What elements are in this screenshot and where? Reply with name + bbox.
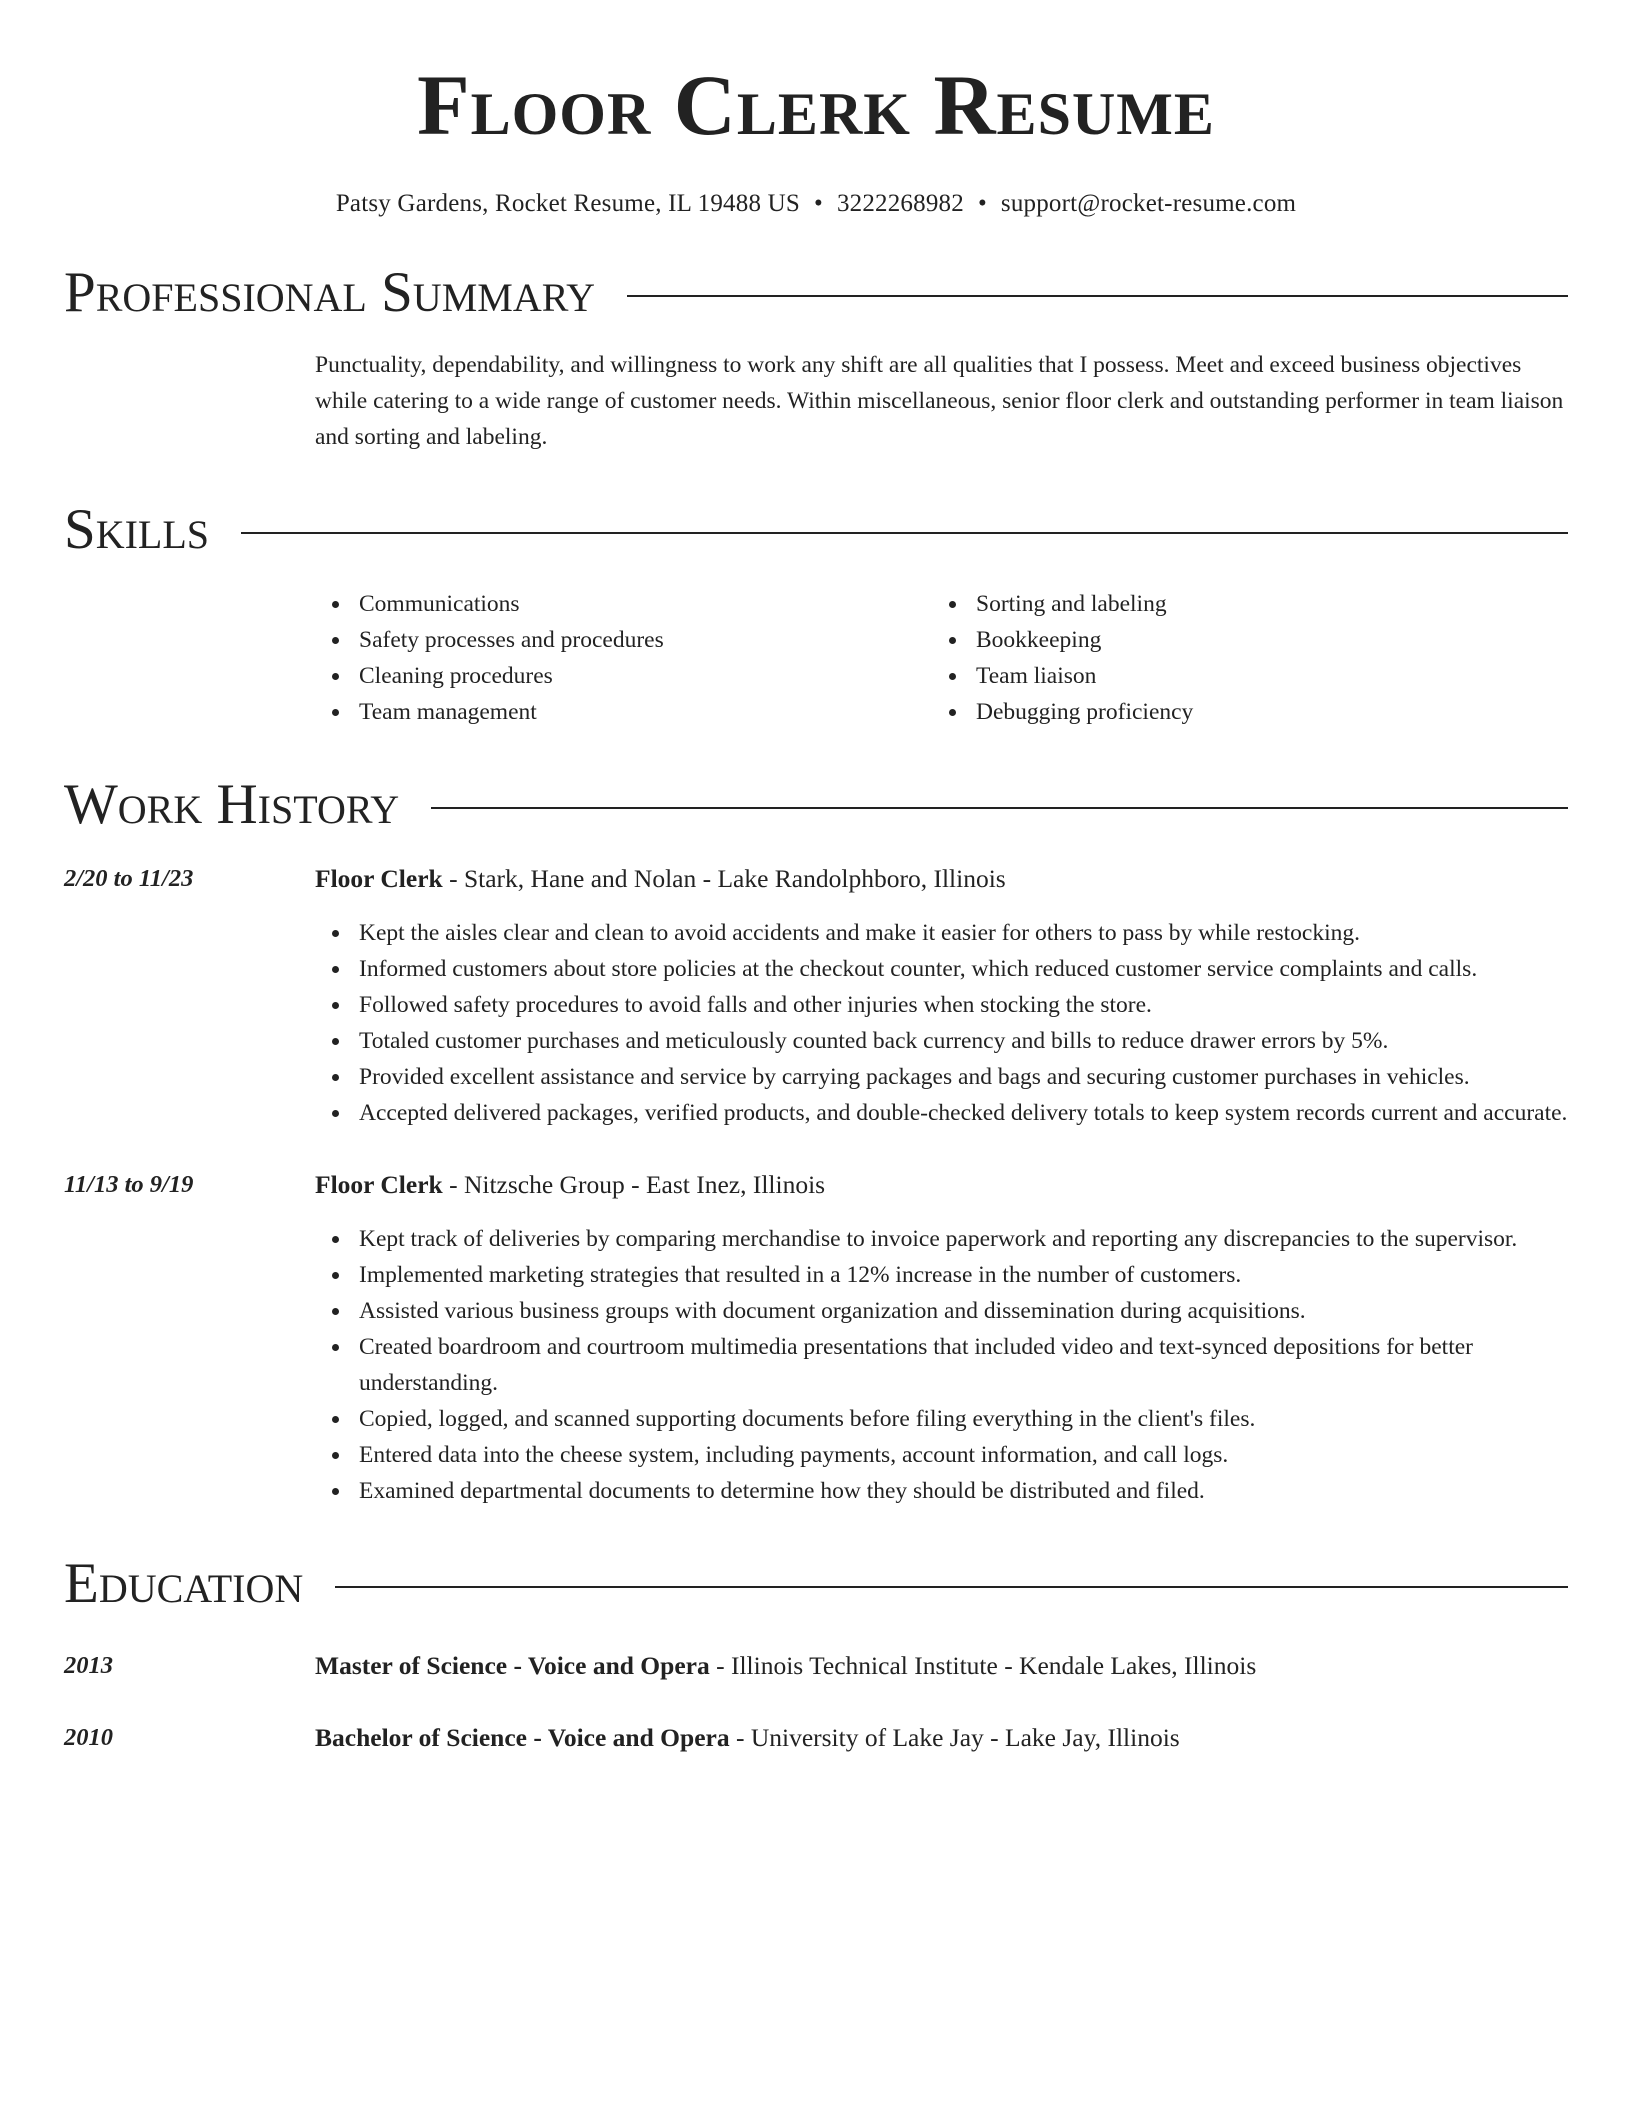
degree-name: Bachelor of Science - Voice and Opera xyxy=(315,1723,730,1752)
job-bullet: Accepted delivered packages, verified products, and double-checked delivery totals to keep system records current and accurate. xyxy=(315,1095,1567,1131)
contact-separator: • xyxy=(977,190,987,217)
work-heading: Work History xyxy=(64,773,400,836)
education-entry xyxy=(64,1648,1568,1684)
education-entry xyxy=(64,1720,1568,1756)
school-detail: - Illinois Technical Institute - Kendale Lakes, Illinois xyxy=(709,1651,1257,1680)
contact-email: support@rocket-resume.com xyxy=(1000,190,1297,217)
skills-section-header xyxy=(64,498,1568,561)
section-divider xyxy=(627,295,1568,297)
education-heading-line xyxy=(315,1720,1180,1756)
work-section-header xyxy=(64,773,1568,836)
job-bullet: Followed safety procedures to avoid falls and other injuries when stocking the store. xyxy=(315,987,1567,1023)
skill-item: Debugging proficiency xyxy=(932,694,1549,730)
job-bullets xyxy=(315,915,1567,1131)
job-bullets xyxy=(315,1221,1568,1509)
skill-item: Sorting and labeling xyxy=(932,586,1549,622)
summary-section-header xyxy=(64,261,1568,324)
job-employer: - Stark, Hane and Nolan - Lake Randolphboro, Illinois xyxy=(442,864,1006,893)
degree-name: Master of Science - Voice and Opera xyxy=(315,1651,710,1680)
skill-item: Cleaning procedures xyxy=(315,658,932,694)
section-divider xyxy=(241,532,1568,534)
job-bullet: Examined departmental documents to determine how they should be distributed and filed. xyxy=(315,1473,1568,1509)
school-detail: - University of Lake Jay - Lake Jay, Illinois xyxy=(729,1723,1180,1752)
job-title: Floor Clerk xyxy=(315,1170,443,1199)
job-employer: - Nitzsche Group - East Inez, Illinois xyxy=(442,1170,826,1199)
work-heading-line xyxy=(315,1167,1568,1203)
education-heading: Education xyxy=(64,1552,304,1615)
skill-item: Safety processes and procedures xyxy=(315,622,932,658)
skill-item: Communications xyxy=(315,586,932,622)
education-date: 2013 xyxy=(64,1652,113,1679)
work-entry xyxy=(64,1167,1568,1509)
contact-address: Patsy Gardens, Rocket Resume, IL 19488 US xyxy=(335,190,800,217)
work-heading-line xyxy=(315,861,1567,897)
skills-heading: Skills xyxy=(64,498,210,561)
job-bullet: Kept track of deliveries by comparing merchandise to invoice paperwork and reporting any discrepancies to the supervisor. xyxy=(315,1221,1568,1257)
job-bullet: Copied, logged, and scanned supporting documents before filing everything in the client's files. xyxy=(315,1401,1568,1437)
job-title: Floor Clerk xyxy=(315,864,443,893)
job-bullet: Totaled customer purchases and meticulously counted back currency and bills to reduce drawer errors by 5%. xyxy=(315,1023,1567,1059)
job-bullet: Kept the aisles clear and clean to avoid accidents and make it easier for others to pass by while restocking. xyxy=(315,915,1567,951)
skill-item: Bookkeeping xyxy=(932,622,1549,658)
skill-item: Team liaison xyxy=(932,658,1549,694)
work-entry-body xyxy=(315,1167,1568,1509)
job-bullet: Informed customers about store policies at the checkout counter, which reduced customer service complaints and calls. xyxy=(315,951,1567,987)
skills-column-right xyxy=(932,586,1549,730)
job-bullet: Entered data into the cheese system, including payments, account information, and call logs. xyxy=(315,1437,1568,1473)
resume-title: Floor Clerk Resume xyxy=(417,57,1215,153)
contact-line xyxy=(64,190,1568,218)
work-date: 11/13 to 9/19 xyxy=(64,1171,194,1198)
education-section-header xyxy=(64,1552,1568,1615)
education-heading-line xyxy=(315,1648,1256,1684)
job-bullet: Created boardroom and courtroom multimedia presentations that included video and text-synced depositions for better understanding. xyxy=(315,1329,1568,1401)
skills-column-left xyxy=(315,586,932,730)
job-bullet: Assisted various business groups with document organization and dissemination during acquisitions. xyxy=(315,1293,1568,1329)
work-entry xyxy=(64,861,1568,1131)
section-divider xyxy=(431,807,1568,809)
summary-heading: Professional Summary xyxy=(64,261,596,324)
skill-item: Team management xyxy=(315,694,932,730)
education-date: 2010 xyxy=(64,1724,113,1751)
work-date: 2/20 to 11/23 xyxy=(64,865,194,892)
skills-list xyxy=(315,586,1568,730)
job-bullet: Provided excellent assistance and service by carrying packages and bags and securing customer purchases in vehicles. xyxy=(315,1059,1567,1095)
section-divider xyxy=(335,1586,1568,1588)
work-entry-body xyxy=(315,861,1567,1131)
job-bullet: Implemented marketing strategies that resulted in a 12% increase in the number of customers. xyxy=(315,1257,1568,1293)
contact-separator: • xyxy=(813,190,823,217)
contact-phone: 3222268982 xyxy=(836,190,964,217)
resume-page xyxy=(64,0,1568,1756)
summary-text: Punctuality, dependability, and willingness to work any shift are all qualities that I possess. Meet and exceed business objectives while catering to a wide range of customer needs. Within miscellaneous, senior floor clerk and outstanding performer in team liaison and sorting and labeling. xyxy=(315,352,1564,450)
